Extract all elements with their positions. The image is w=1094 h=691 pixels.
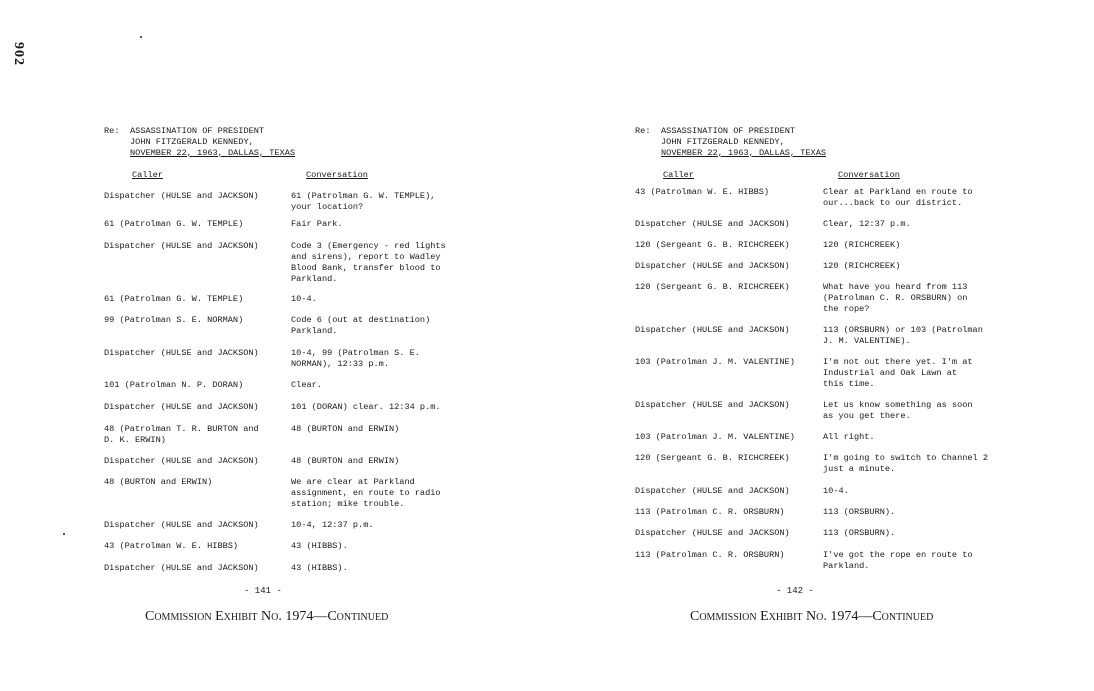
transcript-row xyxy=(104,520,476,531)
conversation-cell: I've got the rope en route to Parkland. xyxy=(823,550,973,571)
speck xyxy=(63,533,65,535)
transcript-row xyxy=(635,550,1003,572)
transcript-row xyxy=(104,541,476,552)
caller-cell: Dispatcher (HULSE and JACKSON) xyxy=(635,400,790,411)
page-number-right: - 142 - xyxy=(776,586,814,596)
caller-cell: 61 (Patrolman G. W. TEMPLE) xyxy=(104,219,244,230)
transcript-row xyxy=(635,357,1003,389)
caller-cell: Dispatcher (HULSE and JACKSON) xyxy=(104,191,259,202)
re-line-2: JOHN FITZGERALD KENNEDY, xyxy=(661,136,785,147)
conversation-cell: Clear at Parkland en route to our...back to our district. xyxy=(823,187,973,208)
transcript-row xyxy=(635,507,1003,518)
transcript-row xyxy=(635,400,1003,422)
transcript-row xyxy=(104,380,476,391)
caller-cell: 113 (Patrolman C. R. ORSBURN) xyxy=(635,550,785,561)
conversation-header: Conversation xyxy=(306,170,368,181)
conversation-cell: 10-4. xyxy=(291,294,317,305)
transcript-row xyxy=(104,348,476,370)
caller-cell: Dispatcher (HULSE and JACKSON) xyxy=(635,486,790,497)
transcript-row xyxy=(635,486,1003,497)
transcript-row xyxy=(635,240,1003,251)
conversation-cell: What have you heard from 113 (Patrolman C. R. ORSBURN) on the rope? xyxy=(823,282,968,314)
transcript-row xyxy=(635,528,1003,539)
transcript-row xyxy=(635,219,1003,230)
conversation-cell: Code 6 (out at destination) Parkland. xyxy=(291,315,431,336)
caller-cell: 43 (Patrolman W. E. HIBBS) xyxy=(104,541,239,552)
conversation-cell: 113 (ORSBURN). xyxy=(823,507,896,518)
conversation-cell: I'm not out there yet. I'm at Industrial and Oak Lawn at this time. xyxy=(823,357,973,389)
re-line-3: NOVEMBER 22, 1963, DALLAS, TEXAS xyxy=(130,147,296,158)
re-line-2: JOHN FITZGERALD KENNEDY, xyxy=(130,136,254,147)
caller-cell: Dispatcher (HULSE and JACKSON) xyxy=(104,520,259,531)
conversation-cell: 43 (HIBBS). xyxy=(291,563,348,574)
caller-cell: Dispatcher (HULSE and JACKSON) xyxy=(104,563,259,574)
transcript-row xyxy=(104,424,476,446)
re-line-1: ASSASSINATION OF PRESIDENT xyxy=(130,126,265,136)
transcript-row xyxy=(104,563,476,574)
caller-cell: 120 (Sergeant G. B. RICHCREEK) xyxy=(635,282,790,293)
column-headers xyxy=(635,170,1035,181)
conversation-cell: 48 (BURTON and ERWIN) xyxy=(291,424,400,435)
transcript-row xyxy=(635,282,1003,314)
caller-cell: 103 (Patrolman J. M. VALENTINE) xyxy=(635,357,795,368)
re-block xyxy=(635,126,1035,158)
transcript-row xyxy=(635,261,1003,272)
caller-cell: 113 (Patrolman C. R. ORSBURN) xyxy=(635,507,785,518)
conversation-cell: 120 (RICHCREEK) xyxy=(823,261,901,272)
conversation-cell: Fair Park. xyxy=(291,219,343,230)
transcript-row xyxy=(104,477,476,509)
conversation-cell: Let us know something as soon as you get there. xyxy=(823,400,973,421)
conversation-cell: 61 (Patrolman G. W. TEMPLE), your location? xyxy=(291,191,436,212)
transcript-row xyxy=(104,191,476,213)
conversation-cell: 113 (ORSBURN). xyxy=(823,528,896,539)
transcript-row xyxy=(104,456,476,467)
transcript-row xyxy=(104,402,476,413)
transcript-row xyxy=(635,187,1003,209)
caller-cell: Dispatcher (HULSE and JACKSON) xyxy=(635,261,790,272)
column-headers xyxy=(104,170,504,181)
caller-cell: 48 (Patrolman T. R. BURTON and D. K. ERWIN) xyxy=(104,424,259,445)
transcript-row xyxy=(635,432,1003,443)
transcript-row xyxy=(635,453,1003,475)
caller-cell: Dispatcher (HULSE and JACKSON) xyxy=(104,402,259,413)
caller-cell: Dispatcher (HULSE and JACKSON) xyxy=(635,528,790,539)
caller-cell: 99 (Patrolman S. E. NORMAN) xyxy=(104,315,244,326)
conversation-cell: 10-4, 12:37 p.m. xyxy=(291,520,374,531)
re-block xyxy=(104,126,504,158)
transcript-row xyxy=(104,294,476,305)
left-page xyxy=(104,126,504,587)
re-label: Re: xyxy=(104,126,120,136)
transcript-row xyxy=(104,219,476,230)
caller-header: Caller xyxy=(132,170,163,181)
caller-cell: 120 (Sergeant G. B. RICHCREEK) xyxy=(635,240,790,251)
caller-header: Caller xyxy=(663,170,694,181)
conversation-cell: Code 3 (Emergency - red lights and sirens), report to Wadley Blood Bank, transfer blood to Parkland. xyxy=(291,241,446,284)
speck xyxy=(140,36,142,38)
conversation-cell: All right. xyxy=(823,432,875,443)
re-label: Re: xyxy=(635,126,651,136)
conversation-cell: 10-4. xyxy=(823,486,849,497)
conversation-cell: Clear. xyxy=(291,380,322,391)
transcript-row xyxy=(104,315,476,337)
caller-cell: Dispatcher (HULSE and JACKSON) xyxy=(104,456,259,467)
margin-page-number: 902 xyxy=(11,42,26,66)
conversation-cell: 113 (ORSBURN) or 103 (Patrolman J. M. VALENTINE). xyxy=(823,325,983,346)
caller-cell: 120 (Sergeant G. B. RICHCREEK) xyxy=(635,453,790,464)
caller-cell: 103 (Patrolman J. M. VALENTINE) xyxy=(635,432,795,443)
conversation-cell: 48 (BURTON and ERWIN) xyxy=(291,456,400,467)
caller-cell: Dispatcher (HULSE and JACKSON) xyxy=(635,325,790,336)
conversation-header: Conversation xyxy=(838,170,900,181)
transcript-rows xyxy=(635,187,1035,574)
conversation-cell: 101 (DORAN) clear. 12:34 p.m. xyxy=(291,402,441,413)
caller-cell: 43 (Patrolman W. E. HIBBS) xyxy=(635,187,770,198)
caller-cell: Dispatcher (HULSE and JACKSON) xyxy=(635,219,790,230)
caller-cell: 48 (BURTON and ERWIN) xyxy=(104,477,213,488)
conversation-cell: 10-4, 99 (Patrolman S. E. NORMAN), 12:33 p.m. xyxy=(291,348,420,369)
caller-cell: Dispatcher (HULSE and JACKSON) xyxy=(104,348,259,359)
caller-cell: 61 (Patrolman G. W. TEMPLE) xyxy=(104,294,244,305)
conversation-cell: 120 (RICHCREEK) xyxy=(823,240,901,251)
conversation-cell: We are clear at Parkland assignment, en route to radio station; mike trouble. xyxy=(291,477,441,509)
conversation-cell: Clear, 12:37 p.m. xyxy=(823,219,911,230)
right-page xyxy=(635,126,1035,574)
re-line-1: ASSASSINATION OF PRESIDENT xyxy=(661,126,796,136)
transcript-rows xyxy=(104,191,504,587)
transcript-row xyxy=(635,325,1003,347)
exhibit-caption-left: Commission Exhibit No. 1974—Continued xyxy=(145,609,389,624)
conversation-cell: 43 (HIBBS). xyxy=(291,541,348,552)
caller-cell: 101 (Patrolman N. P. DORAN) xyxy=(104,380,244,391)
caller-cell: Dispatcher (HULSE and JACKSON) xyxy=(104,241,259,252)
re-line-3: NOVEMBER 22, 1963, DALLAS, TEXAS xyxy=(661,147,827,158)
exhibit-caption-right: Commission Exhibit No. 1974—Continued xyxy=(690,609,934,624)
conversation-cell: I'm going to switch to Channel 2 just a minute. xyxy=(823,453,989,474)
page-number-left: - 141 - xyxy=(244,586,282,596)
transcript-row xyxy=(104,241,476,284)
